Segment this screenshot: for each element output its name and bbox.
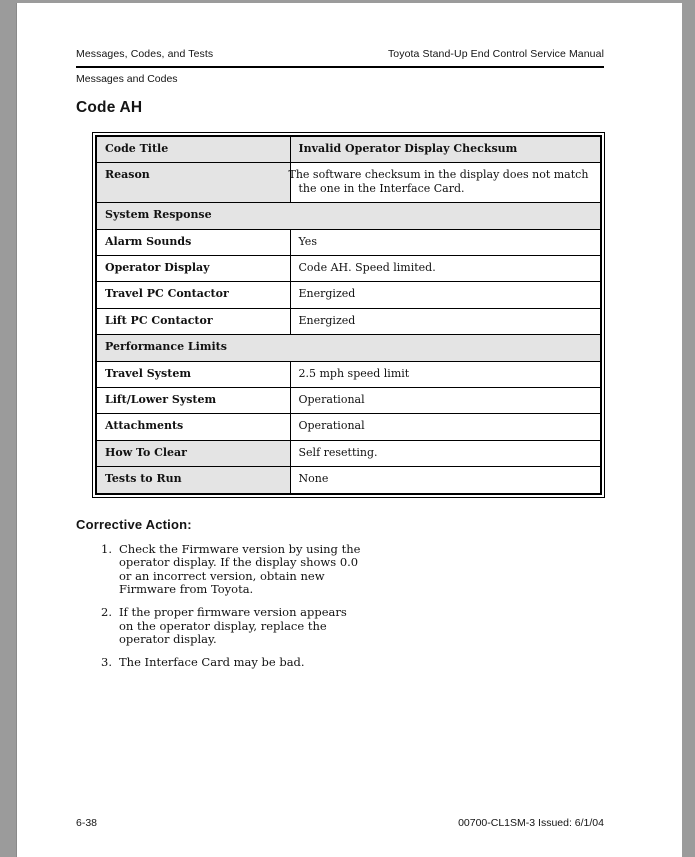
table-row-operator-display <box>96 256 601 282</box>
section-title: Messages and Codes <box>76 73 178 85</box>
code-spec-table-frame <box>92 132 605 498</box>
list-item <box>98 656 604 670</box>
row-label: Tests to Run <box>96 467 290 494</box>
row-value: Operational <box>290 388 601 414</box>
row-label: Travel System <box>96 361 290 387</box>
list-item <box>98 606 604 647</box>
table-row-system-response <box>96 203 601 229</box>
page-number: 6-38 <box>76 817 98 829</box>
row-value: Energized <box>290 308 601 334</box>
row-label: How To Clear <box>96 440 290 466</box>
page-content <box>17 3 682 669</box>
table-row-alarm-sounds <box>96 229 601 255</box>
row-value: None <box>290 467 601 494</box>
corrective-action-list <box>76 543 604 670</box>
table-row-attachments <box>96 414 601 440</box>
row-value: Self resetting. <box>290 440 601 466</box>
row-label: Attachments <box>96 414 290 440</box>
item-text: The Interface Card may be bad. <box>119 654 305 669</box>
row-value: 2.5 mph speed limit <box>290 361 601 387</box>
row-value: Yes <box>290 229 601 255</box>
row-value: Code AH. Speed limited. <box>290 256 601 282</box>
row-value: Invalid Operator Display Checksum <box>290 136 601 163</box>
list-item <box>98 543 604 597</box>
item-text: If the proper firmware version appears on the operator display, replace the operator display. <box>119 604 347 647</box>
row-value: Operational <box>290 414 601 440</box>
table-row-code-title <box>96 136 601 163</box>
row-value: Energized <box>290 282 601 308</box>
manual-title: Toyota Stand-Up End Control Service Manual <box>387 48 604 60</box>
running-footer <box>76 817 604 829</box>
row-label: Lift PC Contactor <box>96 308 290 334</box>
row-label: Reason <box>96 163 290 203</box>
item-number: 3. <box>101 654 112 669</box>
row-label: Code Title <box>96 136 290 163</box>
table-row-lift-lower-system <box>96 388 601 414</box>
corrective-action-heading: Corrective Action: <box>76 516 192 532</box>
table-row-tests-to-run <box>96 467 601 494</box>
running-header <box>76 48 604 60</box>
row-value: The software checksum in the display does not match the one in the Interface Card. <box>290 163 601 203</box>
row-label: Alarm Sounds <box>96 229 290 255</box>
table-row-reason <box>96 163 601 203</box>
table-row-travel-pc-contactor <box>96 282 601 308</box>
table-row-travel-system <box>96 361 601 387</box>
row-label: Operator Display <box>96 256 290 282</box>
chapter-title: Messages, Codes, and Tests <box>76 48 214 60</box>
table-row-how-to-clear <box>96 440 601 466</box>
section-row-label: Performance Limits <box>96 335 601 361</box>
row-label: Lift/Lower System <box>96 388 290 414</box>
doc-id-issued: 00700-CL1SM-3 Issued: 6/1/04 <box>458 817 604 829</box>
code-spec-table <box>95 135 602 495</box>
item-number: 2. <box>101 604 112 619</box>
manual-page <box>16 3 682 857</box>
table-row-performance-limits <box>96 335 601 361</box>
item-text: Check the Firmware version by using the operator display. If the display shows 0.0 or an incorrect version, obtain new Firmware from Toyota. <box>119 541 361 597</box>
header-rule <box>76 66 604 68</box>
section-row-label: System Response <box>96 203 601 229</box>
item-number: 1. <box>101 541 112 556</box>
page-title: Code AH <box>76 99 143 116</box>
table-row-lift-pc-contactor <box>96 308 601 334</box>
row-label: Travel PC Contactor <box>96 282 290 308</box>
